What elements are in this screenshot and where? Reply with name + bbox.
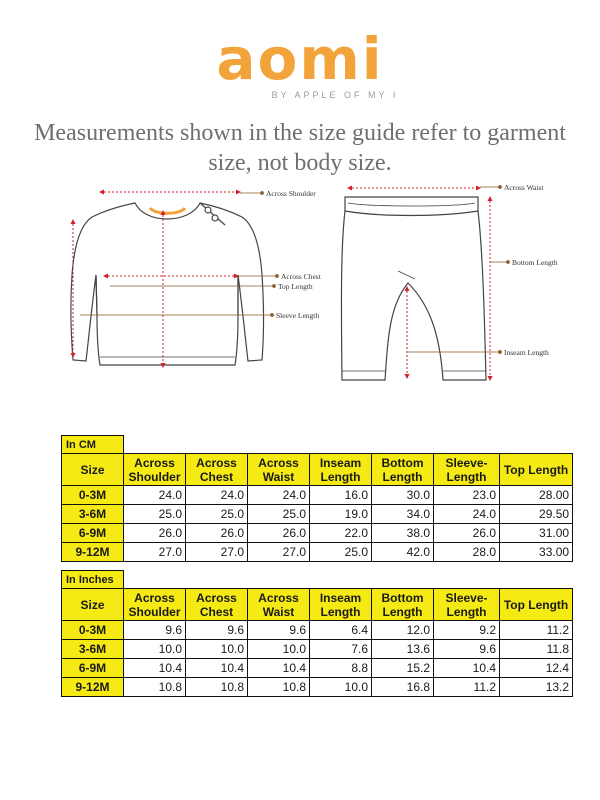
column-header: Size [62,454,124,486]
table-cell: 13.6 [372,640,434,659]
column-header: Sleeve-Length [434,454,500,486]
table-row [62,524,573,543]
column-header: Size [62,589,124,621]
table-row [62,543,573,562]
measurement-diagram [0,175,600,400]
column-header: Sleeve-Length [434,589,500,621]
size-cell: 3-6M [62,640,124,659]
table-row [62,486,573,505]
column-header: Inseam Length [310,454,372,486]
table-cell: 6.4 [310,621,372,640]
column-header: Across Chest [186,589,248,621]
table-cell: 10.4 [124,659,186,678]
column-header: Across Shoulder [124,454,186,486]
table-cell: 30.0 [372,486,434,505]
table-cell: 9.2 [434,621,500,640]
table-cell: 11.8 [500,640,573,659]
table-cell: 10.4 [248,659,310,678]
table-cell: 28.00 [500,486,573,505]
table-cell: 9.6 [124,621,186,640]
table-row [62,621,573,640]
table-caption: In CM [62,436,124,454]
table-row [62,678,573,697]
column-header: Bottom Length [372,589,434,621]
table-cell: 11.2 [434,678,500,697]
table-cell: 10.8 [124,678,186,697]
table-cell: 10.4 [186,659,248,678]
table-cell: 10.0 [186,640,248,659]
bottom-garment-icon [341,197,486,380]
label-across-chest: Across Chest [281,272,321,281]
label-sleeve-length: Sleeve Length [276,311,320,320]
table-cell: 9.6 [434,640,500,659]
table-cell: 27.0 [186,543,248,562]
table-cell: 9.6 [248,621,310,640]
table-cell: 24.0 [434,505,500,524]
brand-logo [0,25,600,100]
column-header: Across Shoulder [124,589,186,621]
table-cell: 11.2 [500,621,573,640]
table-cell: 12.0 [372,621,434,640]
column-header: Top Length [500,454,573,486]
table-cell: 38.0 [372,524,434,543]
table-cell: 7.6 [310,640,372,659]
size-guide-note: Measurements shown in the size guide refer to garment size, not body size. [34,120,566,176]
table-cell: 26.0 [124,524,186,543]
table-cell: 9.6 [186,621,248,640]
top-garment-icon [71,203,264,365]
table-cell: 16.8 [372,678,434,697]
column-header: Inseam Length [310,589,372,621]
table-cell: 12.4 [500,659,573,678]
table-cell: 10.8 [186,678,248,697]
column-header: Across Waist [248,454,310,486]
table-cell: 29.50 [500,505,573,524]
table-cell: 24.0 [186,486,248,505]
table-cell: 24.0 [248,486,310,505]
size-table-inches [61,570,572,697]
table-cell: 33.00 [500,543,573,562]
table-cell: 28.0 [434,543,500,562]
table-header-row [62,454,573,486]
table-cell: 10.8 [248,678,310,697]
label-across-shoulder: Across Shoulder [266,189,316,198]
table-cell: 15.2 [372,659,434,678]
size-cell: 6-9M [62,659,124,678]
table-cell: 8.8 [310,659,372,678]
size-cell: 6-9M [62,524,124,543]
table-cell: 25.0 [124,505,186,524]
label-top-length: Top Length [278,282,313,291]
column-header: Bottom Length [372,454,434,486]
table-cell: 27.0 [124,543,186,562]
column-header: Across Waist [248,589,310,621]
table-cell: 34.0 [372,505,434,524]
size-table-cm [61,435,572,562]
table-cell: 22.0 [310,524,372,543]
table-cell: 26.0 [186,524,248,543]
table-cell: 26.0 [248,524,310,543]
label-inseam-length: Inseam Length [504,348,549,357]
table-cell: 10.0 [248,640,310,659]
table-cell: 31.00 [500,524,573,543]
size-cell: 9-12M [62,678,124,697]
table-cell: 26.0 [434,524,500,543]
size-cell: 0-3M [62,621,124,640]
table-row [62,505,573,524]
table-cell: 10.0 [310,678,372,697]
table-cell: 10.4 [434,659,500,678]
table-header-row [62,589,573,621]
size-cell: 0-3M [62,486,124,505]
table-cell: 24.0 [124,486,186,505]
table-cell: 16.0 [310,486,372,505]
size-cell: 3-6M [62,505,124,524]
logo-tagline: BY APPLE OF MY I [271,90,399,100]
size-cell: 9-12M [62,543,124,562]
label-bottom-length: Bottom Length [512,258,558,267]
label-across-waist: Across Waist [504,183,544,192]
table-cell: 25.0 [186,505,248,524]
table-cell: 25.0 [310,543,372,562]
table-cell: 19.0 [310,505,372,524]
table-caption: In Inches [62,571,124,589]
table-row [62,659,573,678]
column-header: Across Chest [186,454,248,486]
table-cell: 13.2 [500,678,573,697]
table-cell: 10.0 [124,640,186,659]
table-cell: 23.0 [434,486,500,505]
table-cell: 42.0 [372,543,434,562]
logo-wordmark: aomi [216,25,384,93]
table-cell: 27.0 [248,543,310,562]
table-cell: 25.0 [248,505,310,524]
column-header: Top Length [500,589,573,621]
table-row [62,640,573,659]
